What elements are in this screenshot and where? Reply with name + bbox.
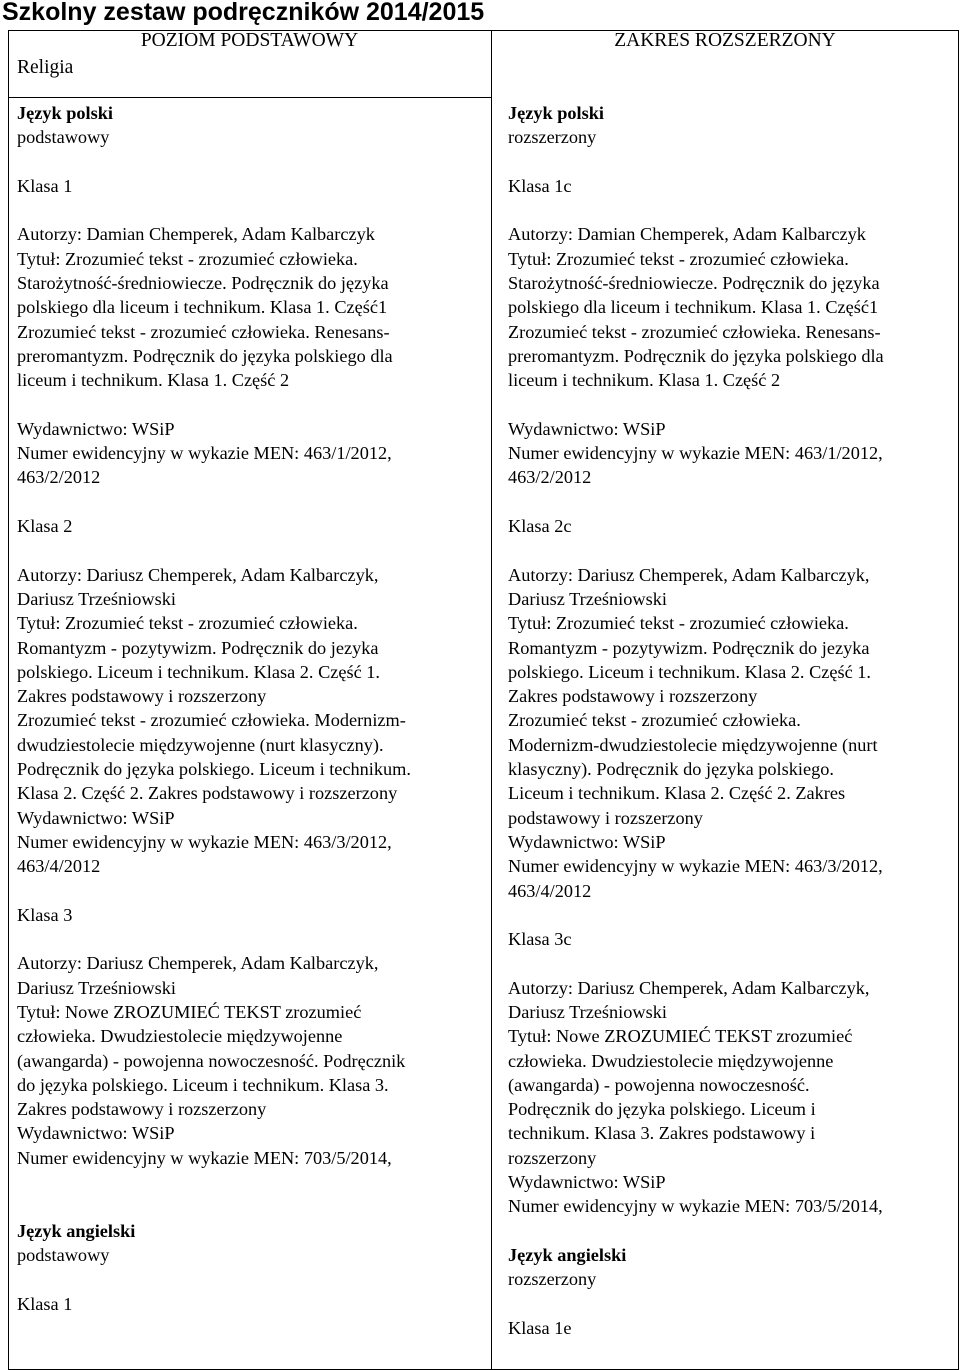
basic-text-line: do języka polskiego. Liceum i technikum. Klasa 3. — [17, 1074, 389, 1095]
basic-text-line: Zrozumieć tekst - zrozumieć człowieka. Modernizm- — [17, 710, 406, 731]
basic-text-line: polskiego dla liceum i technikum. Klasa 1. Część1 — [17, 297, 388, 318]
basic-text-line: Autorzy: Dariusz Chemperek, Adam Kalbarczyk, — [17, 564, 379, 585]
basic-spacer — [17, 393, 479, 417]
extended-text-line: Autorzy: Damian Chemperek, Adam Kalbarczyk — [508, 224, 866, 245]
extended-spacer — [508, 150, 952, 174]
extended-spacer — [508, 903, 952, 927]
basic-text-line: Numer ewidencyjny w wykazie MEN: 703/5/2014, — [17, 1147, 392, 1168]
extended-text-line: 463/4/2012 — [508, 880, 592, 901]
extended-text-line: Podręcznik do języka polskiego. Liceum i — [508, 1099, 816, 1120]
extended-text-line: Modernizm-dwudziestolecie międzywojenne (nurt — [508, 734, 878, 755]
basic-text-line: Autorzy: Dariusz Chemperek, Adam Kalbarczyk, — [17, 953, 379, 974]
extended-text-line: człowieka. Dwudziestolecie międzywojenne — [508, 1050, 834, 1071]
basic-text-line: Tytuł: Nowe ZROZUMIEĆ TEKST zrozumieć — [17, 1001, 362, 1022]
basic-text-line: Wydawnictwo: WSiP — [17, 807, 175, 828]
basic-text-line: Starożytność-średniowiecze. Podręcznik do języka — [17, 273, 389, 294]
extended-text-line: podstawowy i rozszerzony — [508, 807, 703, 828]
extended-text-line: Zakres podstawowy i rozszerzony — [508, 686, 758, 707]
extended-text-line: klasyczny). Podręcznik do języka polskiego. — [508, 759, 834, 780]
basic-text-line: liceum i technikum. Klasa 1. Część 2 — [17, 370, 290, 391]
extended-text-line: Tytuł: Zrozumieć tekst - zrozumieć człowieka. — [508, 613, 849, 634]
extended-text-line: Liceum i technikum. Klasa 2. Część 2. Zakres — [508, 783, 846, 804]
basic-text-line: Zrozumieć tekst - zrozumieć człowieka. Renesans- — [17, 321, 390, 342]
extended-text-line: Numer ewidencyjny w wykazie MEN: 703/5/2014, — [508, 1196, 883, 1217]
basic-text-line: Autorzy: Damian Chemperek, Adam Kalbarczyk — [17, 224, 375, 245]
basic-text-line: Numer ewidencyjny w wykazie MEN: 463/1/2012, — [17, 443, 392, 464]
extended-spacer — [508, 490, 952, 514]
extended-text-line: Dariusz Trześniowski — [508, 1001, 667, 1022]
basic-text-line: 463/4/2012 — [17, 856, 101, 877]
basic-text-line: Klasa 1 — [17, 1293, 73, 1314]
extended-text-line: rozszerzony — [508, 1147, 597, 1168]
basic-spacer — [17, 538, 479, 562]
extended-spacer — [508, 538, 952, 562]
extended-text-line: Dariusz Trześniowski — [508, 588, 667, 609]
extended-text-line: rozszerzony — [508, 127, 597, 148]
basic-spacer — [17, 879, 479, 903]
extended-text-line: preromantyzm. Podręcznik do języka polskiego dla — [508, 345, 884, 366]
extended-text-line: polskiego. Liceum i technikum. Klasa 2. Część 1. — [508, 661, 872, 682]
extended-text-line: Klasa 3c — [508, 929, 572, 950]
basic-subject-heading: Język polski — [17, 103, 113, 123]
extended-scope-column — [508, 101, 952, 1340]
basic-text-line: Zakres podstawowy i rozszerzony — [17, 686, 267, 707]
basic-text-line: 463/2/2012 — [17, 467, 101, 488]
basic-text-line: człowieka. Dwudziestolecie międzywojenne — [17, 1026, 343, 1047]
basic-text-line: Romantyzm - pozytywizm. Podręcznik do jezyka — [17, 637, 379, 658]
extended-text-line: Romantyzm - pozytywizm. Podręcznik do jezyka — [508, 637, 870, 658]
header-basic-level: POZIOM PODSTAWOWY — [140, 30, 359, 51]
extended-text-line: Wydawnictwo: WSiP — [508, 831, 666, 852]
extended-text-line: polskiego dla liceum i technikum. Klasa 1. Część1 — [508, 297, 879, 318]
extended-text-line: Numer ewidencyjny w wykazie MEN: 463/1/2012, — [508, 443, 883, 464]
extended-subject-heading: Język polski — [508, 103, 604, 123]
basic-text-line: podstawowy — [17, 127, 110, 148]
extended-text-line: Klasa 1c — [508, 175, 572, 196]
extended-text-line: Tytuł: Nowe ZROZUMIEĆ TEKST zrozumieć — [508, 1026, 853, 1047]
basic-spacer — [17, 1267, 479, 1291]
basic-text-line: podstawowy — [17, 1244, 110, 1265]
basic-text-line: (awangarda) - powojenna nowoczesność. Podręcznik — [17, 1050, 406, 1071]
basic-text-line: Klasa 2. Część 2. Zakres podstawowy i rozszerzony — [17, 783, 398, 804]
extended-text-line: Starożytność-średniowiecze. Podręcznik do języka — [508, 273, 880, 294]
basic-spacer — [17, 1194, 479, 1218]
basic-text-line: Zakres podstawowy i rozszerzony — [17, 1099, 267, 1120]
basic-subject-heading: Język angielski — [17, 1220, 136, 1241]
extended-text-line: Klasa 2c — [508, 516, 572, 537]
basic-text-line: Dariusz Trześniowski — [17, 588, 176, 609]
column-divider — [491, 30, 492, 1370]
extended-text-line: rozszerzony — [508, 1269, 597, 1290]
basic-spacer — [17, 150, 479, 174]
basic-text-line: Klasa 3 — [17, 904, 73, 925]
extended-text-line: Numer ewidencyjny w wykazie MEN: 463/3/2012, — [508, 856, 883, 877]
extended-text-line: Tytuł: Zrozumieć tekst - zrozumieć człowieka. — [508, 248, 849, 269]
religion-row-label: Religia — [17, 57, 74, 78]
header-extended-scope: ZAKRES ROZSZERZONY — [614, 30, 836, 51]
extended-text-line: Autorzy: Dariusz Chemperek, Adam Kalbarczyk, — [508, 977, 870, 998]
extended-text-line: Autorzy: Dariusz Chemperek, Adam Kalbarczyk, — [508, 564, 870, 585]
extended-spacer — [508, 951, 952, 975]
basic-text-line: Wydawnictwo: WSiP — [17, 1123, 175, 1144]
basic-spacer — [17, 1170, 479, 1194]
extended-text-line: liceum i technikum. Klasa 1. Część 2 — [508, 370, 781, 391]
extended-text-line: (awangarda) - powojenna nowoczesność. — [508, 1074, 810, 1095]
basic-text-line: Klasa 1 — [17, 175, 73, 196]
basic-spacer — [17, 490, 479, 514]
extended-text-line: Klasa 1e — [508, 1317, 572, 1338]
extended-text-line: technikum. Klasa 3. Zakres podstawowy i — [508, 1123, 816, 1144]
basic-text-line: dwudziestolecie międzywojenne (nurt klasyczny). — [17, 734, 384, 755]
extended-spacer — [508, 1292, 952, 1316]
basic-text-line: Numer ewidencyjny w wykazie MEN: 463/3/2012, — [17, 831, 392, 852]
extended-text-line: Wydawnictwo: WSiP — [508, 418, 666, 439]
extended-text-line: Zrozumieć tekst - zrozumieć człowieka. — [508, 710, 801, 731]
basic-text-line: preromantyzm. Podręcznik do języka polskiego dla — [17, 345, 393, 366]
header-divider — [8, 97, 491, 98]
extended-text-line: 463/2/2012 — [508, 467, 592, 488]
extended-subject-heading: Język angielski — [508, 1244, 627, 1265]
basic-text-line: Tytuł: Zrozumieć tekst - zrozumieć człowieka. — [17, 613, 358, 634]
extended-spacer — [508, 393, 952, 417]
basic-text-line: Dariusz Trześniowski — [17, 977, 176, 998]
basic-text-line: Tytuł: Zrozumieć tekst - zrozumieć człowieka. — [17, 248, 358, 269]
document-title: Szkolny zestaw podręczników 2014/2015 — [2, 0, 485, 26]
basic-text-line: Klasa 2 — [17, 516, 73, 537]
extended-text-line: Wydawnictwo: WSiP — [508, 1172, 666, 1193]
extended-spacer — [508, 1219, 952, 1243]
basic-text-line: polskiego. Liceum i technikum. Klasa 2. Część 1. — [17, 661, 381, 682]
basic-level-column — [17, 101, 479, 1316]
extended-text-line: Zrozumieć tekst - zrozumieć człowieka. Renesans- — [508, 321, 881, 342]
basic-spacer — [17, 927, 479, 951]
basic-text-line: Wydawnictwo: WSiP — [17, 418, 175, 439]
extended-spacer — [508, 198, 952, 222]
basic-text-line: Podręcznik do języka polskiego. Liceum i technikum. — [17, 759, 411, 780]
basic-spacer — [17, 198, 479, 222]
